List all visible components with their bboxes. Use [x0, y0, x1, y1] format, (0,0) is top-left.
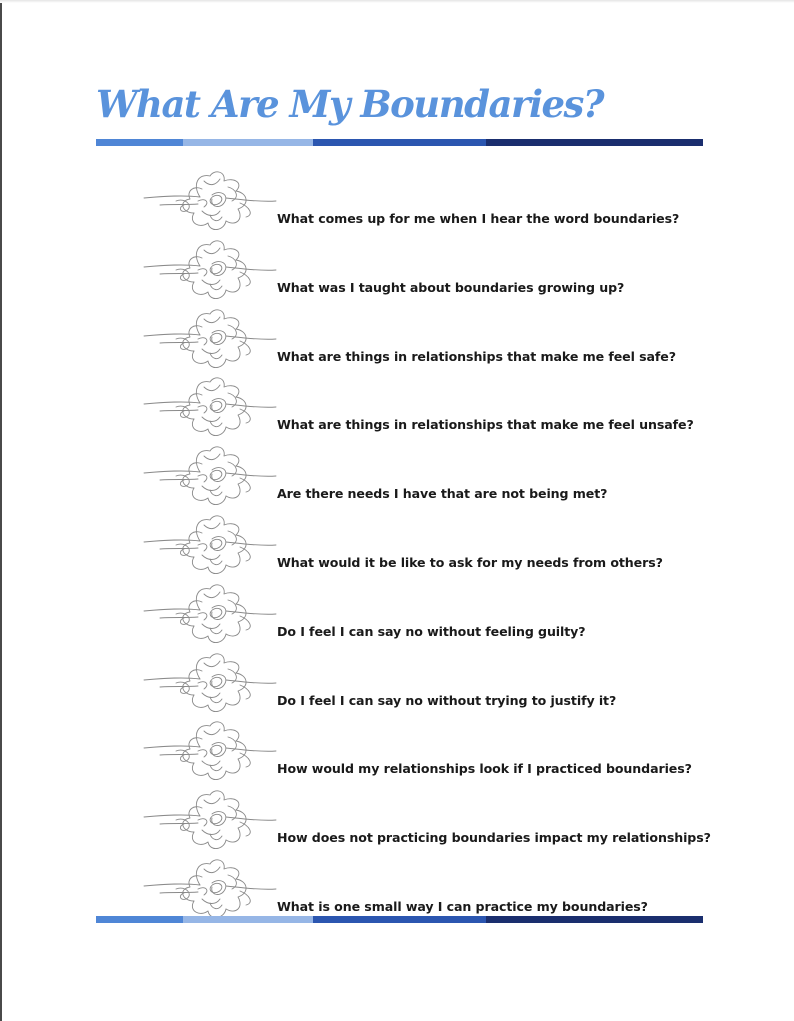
question-item — [140, 786, 740, 855]
question-text: Are there needs I have that are not being met? — [277, 486, 608, 502]
question-text: What comes up for me when I hear the word boundaries? — [277, 211, 680, 226]
question-item — [140, 855, 740, 924]
question-item — [140, 442, 740, 511]
bottom-divider — [96, 916, 703, 923]
question-item — [140, 373, 740, 442]
flower-icon — [140, 786, 278, 852]
rule-segment-light-blue — [96, 916, 183, 923]
question-text: How does not practicing boundaries impact my relationships? — [277, 830, 711, 846]
flower-icon — [140, 855, 278, 921]
question-item — [140, 717, 740, 786]
question-text: Do I feel I can say no without trying to justify it? — [277, 692, 617, 708]
question-text: What was I taught about boundaries growing up? — [277, 279, 625, 295]
question-text: Do I feel I can say no without feeling guilty? — [277, 623, 586, 639]
question-item — [140, 649, 740, 718]
question-text: What would it be like to ask for my needs from others? — [277, 555, 663, 570]
flower-icon — [140, 717, 278, 783]
question-item — [140, 167, 740, 236]
page-title: What Are My Boundaries? — [96, 82, 604, 126]
flower-icon — [140, 305, 278, 371]
question-text: How would my relationships look if I practiced boundaries? — [277, 761, 692, 777]
flower-icon — [140, 511, 278, 577]
flower-icon — [140, 580, 278, 646]
flower-icon — [140, 167, 278, 233]
rule-segment-royal-blue — [313, 916, 486, 923]
rule-segment-navy — [486, 916, 703, 923]
question-item — [140, 305, 740, 374]
question-text: What are things in relationships that make me feel safe? — [277, 348, 676, 364]
question-item — [140, 580, 740, 649]
question-text: What is one small way I can practice my boundaries? — [277, 899, 648, 914]
flower-icon — [140, 442, 278, 508]
flower-icon — [140, 236, 278, 302]
rule-segment-pale-blue — [183, 916, 313, 923]
flower-icon — [140, 649, 278, 715]
flower-icon — [140, 373, 278, 439]
question-item — [140, 236, 740, 305]
question-text: What are things in relationships that make me feel unsafe? — [277, 417, 694, 433]
question-item — [140, 511, 740, 580]
